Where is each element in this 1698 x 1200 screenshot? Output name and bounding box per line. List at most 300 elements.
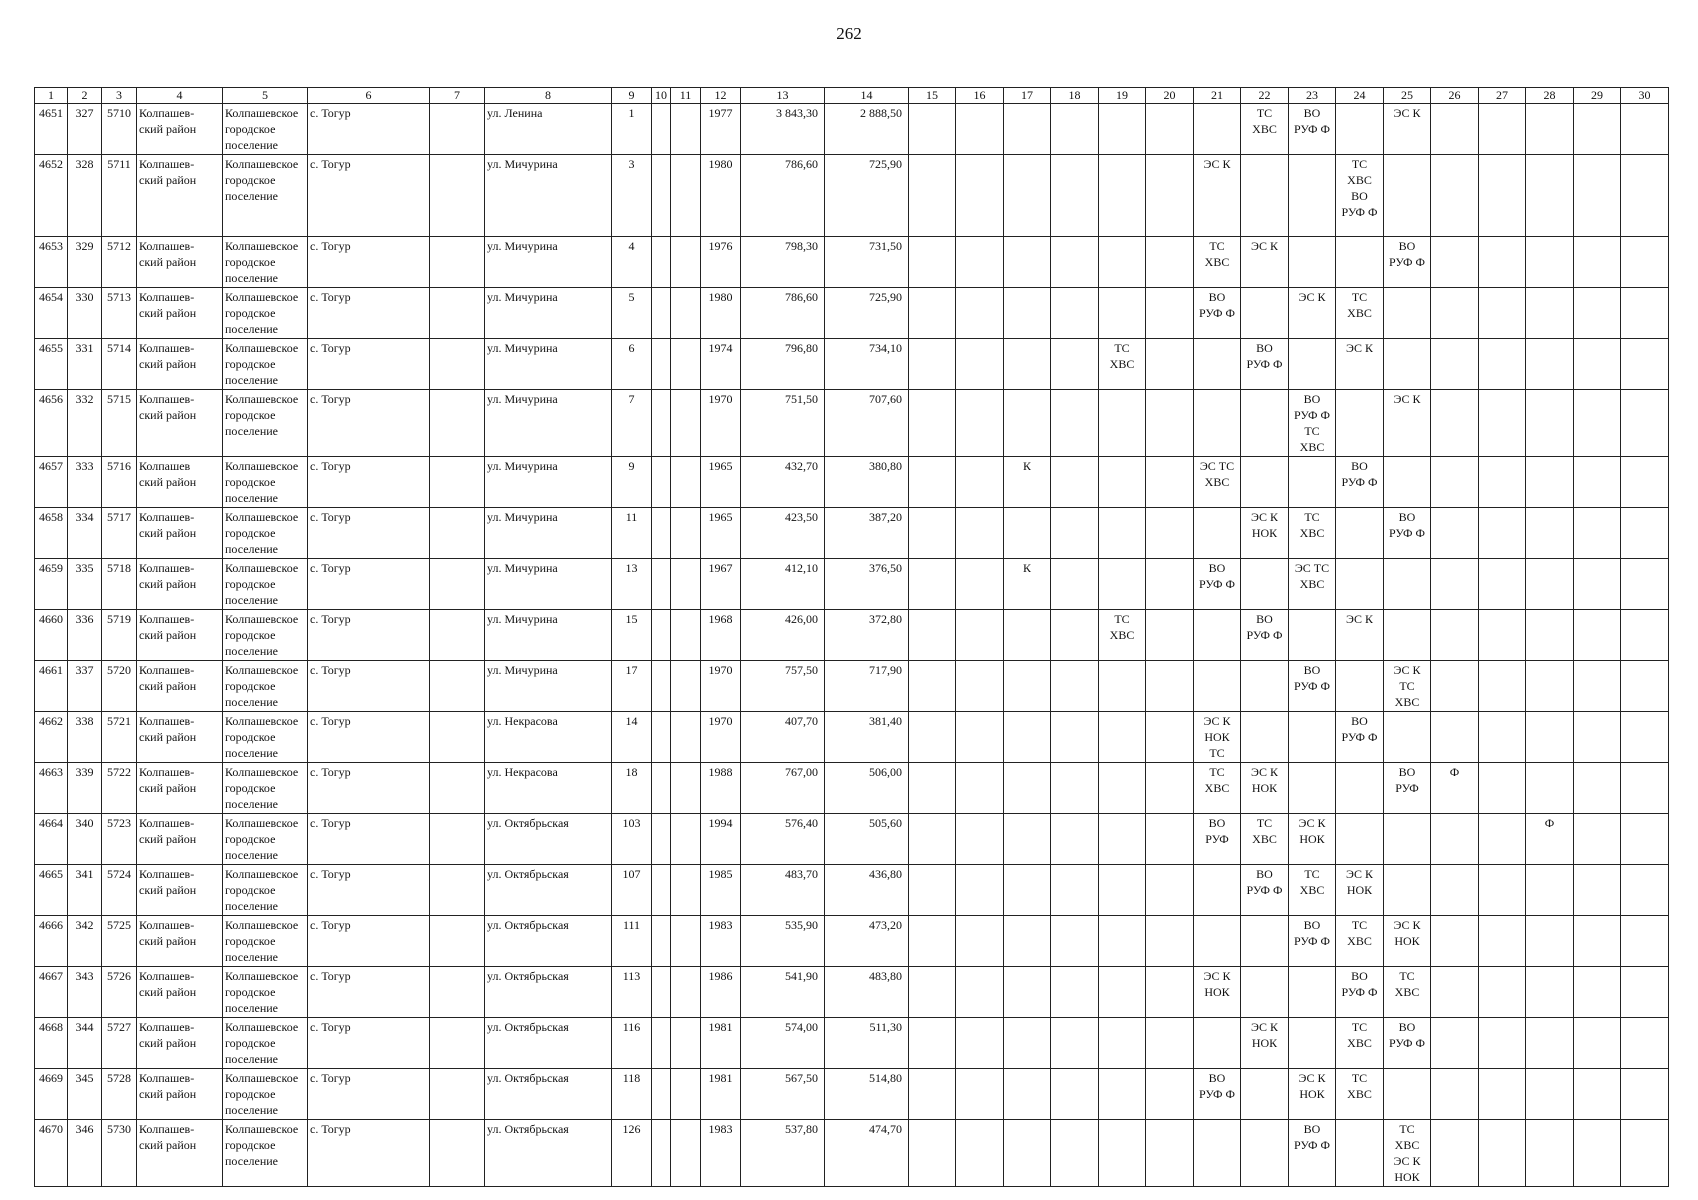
work-code-cell-21: ТС ХВС bbox=[1194, 763, 1241, 814]
work-code-cell-28 bbox=[1526, 610, 1574, 661]
record-number-cell: 4660 bbox=[35, 610, 68, 661]
sub-number-cell: 337 bbox=[68, 661, 102, 712]
settlement-cell: Колпашевское городское поселение bbox=[223, 814, 308, 865]
table-row bbox=[35, 712, 1669, 763]
work-code-cell-16 bbox=[956, 104, 1004, 155]
work-code-cell-17 bbox=[1004, 916, 1051, 967]
work-code-cell-23: ВО РУФ Ф bbox=[1289, 104, 1336, 155]
column-header-23: 23 bbox=[1289, 88, 1336, 104]
district-cell: Колпашев- ский район bbox=[137, 559, 223, 610]
sub-number-cell: 336 bbox=[68, 610, 102, 661]
work-code-cell-25 bbox=[1384, 155, 1431, 237]
work-code-cell-15 bbox=[909, 155, 956, 237]
work-code-cell-23: ЭС К НОК bbox=[1289, 1069, 1336, 1120]
work-code-cell-23: ВО РУФ Ф bbox=[1289, 916, 1336, 967]
work-code-cell-19 bbox=[1099, 390, 1146, 457]
build-year-cell: 1970 bbox=[701, 390, 741, 457]
work-code-cell-17 bbox=[1004, 661, 1051, 712]
sub-number-cell: 328 bbox=[68, 155, 102, 237]
living-area-cell: 483,80 bbox=[825, 967, 909, 1018]
work-code-cell-30 bbox=[1621, 104, 1669, 155]
street-cell: ул. Мичурина bbox=[485, 390, 612, 457]
work-code-cell-27 bbox=[1479, 559, 1526, 610]
build-year-cell: 1970 bbox=[701, 712, 741, 763]
work-code-cell-21 bbox=[1194, 916, 1241, 967]
settlement-cell: Колпашевское городское поселение bbox=[223, 1120, 308, 1187]
house-id-cell: 5727 bbox=[102, 1018, 137, 1069]
col-7-cell bbox=[430, 712, 485, 763]
col-7-cell bbox=[430, 661, 485, 712]
work-code-cell-18 bbox=[1051, 661, 1099, 712]
street-cell: ул. Октябрьская bbox=[485, 1069, 612, 1120]
house-id-cell: 5723 bbox=[102, 814, 137, 865]
work-code-cell-17 bbox=[1004, 508, 1051, 559]
work-code-cell-28 bbox=[1526, 661, 1574, 712]
work-code-cell-22: ВО РУФ Ф bbox=[1241, 865, 1289, 916]
column-header-22: 22 bbox=[1241, 88, 1289, 104]
work-code-cell-18 bbox=[1051, 1069, 1099, 1120]
table-row bbox=[35, 339, 1669, 390]
work-code-cell-16 bbox=[956, 967, 1004, 1018]
work-code-cell-16 bbox=[956, 610, 1004, 661]
house-number-cell: 15 bbox=[612, 610, 652, 661]
work-code-cell-27 bbox=[1479, 457, 1526, 508]
work-code-cell-25: ВО РУФ Ф bbox=[1384, 1018, 1431, 1069]
table-row bbox=[35, 1018, 1669, 1069]
street-cell: ул. Мичурина bbox=[485, 661, 612, 712]
work-code-cell-29 bbox=[1574, 1018, 1621, 1069]
col-11-cell bbox=[671, 916, 701, 967]
work-code-cell-18 bbox=[1051, 763, 1099, 814]
district-cell: Колпашев ский район bbox=[137, 457, 223, 508]
locality-cell: с. Тогур bbox=[308, 104, 430, 155]
work-code-cell-28 bbox=[1526, 865, 1574, 916]
work-code-cell-28 bbox=[1526, 1120, 1574, 1187]
work-code-cell-18 bbox=[1051, 712, 1099, 763]
street-cell: ул. Мичурина bbox=[485, 559, 612, 610]
street-cell: ул. Мичурина bbox=[485, 155, 612, 237]
house-number-cell: 11 bbox=[612, 508, 652, 559]
living-area-cell: 381,40 bbox=[825, 712, 909, 763]
record-number-cell: 4665 bbox=[35, 865, 68, 916]
locality-cell: с. Тогур bbox=[308, 763, 430, 814]
work-code-cell-27 bbox=[1479, 1018, 1526, 1069]
house-id-cell: 5722 bbox=[102, 763, 137, 814]
record-number-cell: 4666 bbox=[35, 916, 68, 967]
total-area-cell: 567,50 bbox=[741, 1069, 825, 1120]
house-number-cell: 14 bbox=[612, 712, 652, 763]
work-code-cell-24: ТС ХВС ВО РУФ Ф bbox=[1336, 155, 1384, 237]
col-7-cell bbox=[430, 814, 485, 865]
build-year-cell: 1983 bbox=[701, 1120, 741, 1187]
work-code-cell-25 bbox=[1384, 712, 1431, 763]
work-code-cell-20 bbox=[1146, 457, 1194, 508]
record-number-cell: 4667 bbox=[35, 967, 68, 1018]
work-code-cell-29 bbox=[1574, 104, 1621, 155]
work-code-cell-18 bbox=[1051, 865, 1099, 916]
work-code-cell-17 bbox=[1004, 865, 1051, 916]
work-code-cell-21 bbox=[1194, 390, 1241, 457]
build-year-cell: 1965 bbox=[701, 508, 741, 559]
work-code-cell-19 bbox=[1099, 155, 1146, 237]
work-code-cell-23: ВО РУФ Ф bbox=[1289, 661, 1336, 712]
col-11-cell bbox=[671, 559, 701, 610]
settlement-cell: Колпашевское городское поселение bbox=[223, 763, 308, 814]
col-11-cell bbox=[671, 967, 701, 1018]
living-area-cell: 380,80 bbox=[825, 457, 909, 508]
work-code-cell-24 bbox=[1336, 814, 1384, 865]
work-code-cell-30 bbox=[1621, 390, 1669, 457]
col-11-cell bbox=[671, 1018, 701, 1069]
work-code-cell-28 bbox=[1526, 763, 1574, 814]
street-cell: ул. Октябрьская bbox=[485, 814, 612, 865]
work-code-cell-15 bbox=[909, 712, 956, 763]
house-id-cell: 5716 bbox=[102, 457, 137, 508]
work-code-cell-27 bbox=[1479, 104, 1526, 155]
work-code-cell-27 bbox=[1479, 508, 1526, 559]
col-10-cell bbox=[652, 865, 671, 916]
district-cell: Колпашев- ский район bbox=[137, 237, 223, 288]
col-11-cell bbox=[671, 712, 701, 763]
col-11-cell bbox=[671, 814, 701, 865]
column-header-3: 3 bbox=[102, 88, 137, 104]
work-code-cell-19 bbox=[1099, 814, 1146, 865]
work-code-cell-20 bbox=[1146, 390, 1194, 457]
work-code-cell-22 bbox=[1241, 155, 1289, 237]
locality-cell: с. Тогур bbox=[308, 610, 430, 661]
work-code-cell-27 bbox=[1479, 814, 1526, 865]
work-code-cell-29 bbox=[1574, 610, 1621, 661]
work-code-cell-26 bbox=[1431, 339, 1479, 390]
work-code-cell-25 bbox=[1384, 865, 1431, 916]
district-cell: Колпашев- ский район bbox=[137, 916, 223, 967]
work-code-cell-17 bbox=[1004, 814, 1051, 865]
sub-number-cell: 340 bbox=[68, 814, 102, 865]
work-code-cell-26 bbox=[1431, 916, 1479, 967]
work-code-cell-29 bbox=[1574, 288, 1621, 339]
work-code-cell-28 bbox=[1526, 104, 1574, 155]
work-code-cell-23: ЭС ТС ХВС bbox=[1289, 559, 1336, 610]
work-code-cell-19 bbox=[1099, 1120, 1146, 1187]
work-code-cell-22: ВО РУФ Ф bbox=[1241, 339, 1289, 390]
column-header-12: 12 bbox=[701, 88, 741, 104]
settlement-cell: Колпашевское городское поселение bbox=[223, 237, 308, 288]
col-11-cell bbox=[671, 288, 701, 339]
work-code-cell-18 bbox=[1051, 104, 1099, 155]
work-code-cell-17 bbox=[1004, 1069, 1051, 1120]
work-code-cell-20 bbox=[1146, 1120, 1194, 1187]
work-code-cell-23: ЭС К bbox=[1289, 288, 1336, 339]
street-cell: ул. Октябрьская bbox=[485, 865, 612, 916]
sub-number-cell: 339 bbox=[68, 763, 102, 814]
work-code-cell-18 bbox=[1051, 610, 1099, 661]
total-area-cell: 757,50 bbox=[741, 661, 825, 712]
work-code-cell-19 bbox=[1099, 508, 1146, 559]
house-number-cell: 113 bbox=[612, 967, 652, 1018]
settlement-cell: Колпашевское городское поселение bbox=[223, 712, 308, 763]
work-code-cell-24 bbox=[1336, 1120, 1384, 1187]
record-number-cell: 4670 bbox=[35, 1120, 68, 1187]
column-header-13: 13 bbox=[741, 88, 825, 104]
living-area-cell: 376,50 bbox=[825, 559, 909, 610]
work-code-cell-23 bbox=[1289, 763, 1336, 814]
work-code-cell-18 bbox=[1051, 559, 1099, 610]
col-10-cell bbox=[652, 339, 671, 390]
work-code-cell-26 bbox=[1431, 390, 1479, 457]
work-code-cell-19 bbox=[1099, 237, 1146, 288]
work-code-cell-20 bbox=[1146, 237, 1194, 288]
build-year-cell: 1967 bbox=[701, 559, 741, 610]
work-code-cell-22 bbox=[1241, 457, 1289, 508]
record-number-cell: 4657 bbox=[35, 457, 68, 508]
work-code-cell-20 bbox=[1146, 967, 1194, 1018]
col-10-cell bbox=[652, 712, 671, 763]
col-11-cell bbox=[671, 508, 701, 559]
work-code-cell-19 bbox=[1099, 712, 1146, 763]
total-area-cell: 412,10 bbox=[741, 559, 825, 610]
house-id-cell: 5720 bbox=[102, 661, 137, 712]
work-code-cell-20 bbox=[1146, 1018, 1194, 1069]
work-code-cell-22 bbox=[1241, 916, 1289, 967]
work-code-cell-24 bbox=[1336, 508, 1384, 559]
record-number-cell: 4651 bbox=[35, 104, 68, 155]
work-code-cell-18 bbox=[1051, 508, 1099, 559]
work-code-cell-25: ВО РУФ bbox=[1384, 763, 1431, 814]
work-code-cell-19 bbox=[1099, 1018, 1146, 1069]
work-code-cell-19 bbox=[1099, 916, 1146, 967]
work-code-cell-26 bbox=[1431, 155, 1479, 237]
house-id-cell: 5710 bbox=[102, 104, 137, 155]
house-id-cell: 5715 bbox=[102, 390, 137, 457]
table-row bbox=[35, 916, 1669, 967]
work-code-cell-29 bbox=[1574, 457, 1621, 508]
work-code-cell-30 bbox=[1621, 237, 1669, 288]
work-code-cell-27 bbox=[1479, 237, 1526, 288]
total-area-cell: 3 843,30 bbox=[741, 104, 825, 155]
work-code-cell-25: ТС ХВС ЭС К НОК bbox=[1384, 1120, 1431, 1187]
work-code-cell-20 bbox=[1146, 1069, 1194, 1120]
work-code-cell-24: ТС ХВС bbox=[1336, 916, 1384, 967]
column-header-27: 27 bbox=[1479, 88, 1526, 104]
work-code-cell-27 bbox=[1479, 967, 1526, 1018]
col-7-cell bbox=[430, 1120, 485, 1187]
district-cell: Колпашев- ский район bbox=[137, 1069, 223, 1120]
work-code-cell-19 bbox=[1099, 1069, 1146, 1120]
work-code-cell-26 bbox=[1431, 967, 1479, 1018]
work-code-cell-30 bbox=[1621, 712, 1669, 763]
work-code-cell-18 bbox=[1051, 1018, 1099, 1069]
work-code-cell-30 bbox=[1621, 288, 1669, 339]
col-7-cell bbox=[430, 508, 485, 559]
district-cell: Колпашев- ский район bbox=[137, 104, 223, 155]
work-code-cell-20 bbox=[1146, 661, 1194, 712]
street-cell: ул. Мичурина bbox=[485, 508, 612, 559]
house-id-cell: 5728 bbox=[102, 1069, 137, 1120]
work-code-cell-26 bbox=[1431, 508, 1479, 559]
work-code-cell-19 bbox=[1099, 457, 1146, 508]
work-code-cell-29 bbox=[1574, 339, 1621, 390]
column-header-28: 28 bbox=[1526, 88, 1574, 104]
living-area-cell: 506,00 bbox=[825, 763, 909, 814]
sub-number-cell: 338 bbox=[68, 712, 102, 763]
work-code-cell-21 bbox=[1194, 339, 1241, 390]
work-code-cell-16 bbox=[956, 916, 1004, 967]
total-area-cell: 576,40 bbox=[741, 814, 825, 865]
work-code-cell-24: ЭС К bbox=[1336, 339, 1384, 390]
column-header-26: 26 bbox=[1431, 88, 1479, 104]
work-code-cell-22 bbox=[1241, 661, 1289, 712]
col-10-cell bbox=[652, 155, 671, 237]
street-cell: ул. Мичурина bbox=[485, 288, 612, 339]
table-row bbox=[35, 508, 1669, 559]
work-code-cell-29 bbox=[1574, 155, 1621, 237]
work-code-cell-18 bbox=[1051, 339, 1099, 390]
build-year-cell: 1988 bbox=[701, 763, 741, 814]
build-year-cell: 1986 bbox=[701, 967, 741, 1018]
living-area-cell: 731,50 bbox=[825, 237, 909, 288]
work-code-cell-20 bbox=[1146, 712, 1194, 763]
sub-number-cell: 331 bbox=[68, 339, 102, 390]
work-code-cell-22: ЭС К НОК bbox=[1241, 763, 1289, 814]
work-code-cell-16 bbox=[956, 339, 1004, 390]
sub-number-cell: 342 bbox=[68, 916, 102, 967]
district-cell: Колпашев- ский район bbox=[137, 288, 223, 339]
work-code-cell-27 bbox=[1479, 339, 1526, 390]
col-10-cell bbox=[652, 457, 671, 508]
column-header-16: 16 bbox=[956, 88, 1004, 104]
work-code-cell-21: ЭС К НОК bbox=[1194, 967, 1241, 1018]
work-code-cell-29 bbox=[1574, 237, 1621, 288]
work-code-cell-19: ТС ХВС bbox=[1099, 339, 1146, 390]
work-code-cell-20 bbox=[1146, 155, 1194, 237]
work-code-cell-20 bbox=[1146, 508, 1194, 559]
work-code-cell-30 bbox=[1621, 610, 1669, 661]
work-code-cell-20 bbox=[1146, 610, 1194, 661]
work-code-cell-23: ТС ХВС bbox=[1289, 865, 1336, 916]
settlement-cell: Колпашевское городское поселение bbox=[223, 865, 308, 916]
work-code-cell-30 bbox=[1621, 1018, 1669, 1069]
work-code-cell-16 bbox=[956, 457, 1004, 508]
column-header-17: 17 bbox=[1004, 88, 1051, 104]
work-code-cell-27 bbox=[1479, 155, 1526, 237]
work-code-cell-22 bbox=[1241, 559, 1289, 610]
total-area-cell: 423,50 bbox=[741, 508, 825, 559]
district-cell: Колпашев- ский район bbox=[137, 155, 223, 237]
district-cell: Колпашев- ский район bbox=[137, 508, 223, 559]
street-cell: ул. Октябрьская bbox=[485, 1120, 612, 1187]
locality-cell: с. Тогур bbox=[308, 1069, 430, 1120]
work-code-cell-15 bbox=[909, 865, 956, 916]
work-code-cell-17 bbox=[1004, 288, 1051, 339]
house-number-cell: 126 bbox=[612, 1120, 652, 1187]
work-code-cell-30 bbox=[1621, 763, 1669, 814]
work-code-cell-26 bbox=[1431, 104, 1479, 155]
work-code-cell-21 bbox=[1194, 865, 1241, 916]
work-code-cell-28 bbox=[1526, 457, 1574, 508]
work-code-cell-20 bbox=[1146, 865, 1194, 916]
record-number-cell: 4653 bbox=[35, 237, 68, 288]
work-code-cell-20 bbox=[1146, 104, 1194, 155]
work-code-cell-29 bbox=[1574, 559, 1621, 610]
work-code-cell-26 bbox=[1431, 1069, 1479, 1120]
column-header-11: 11 bbox=[671, 88, 701, 104]
locality-cell: с. Тогур bbox=[308, 390, 430, 457]
work-code-cell-17: К bbox=[1004, 559, 1051, 610]
work-code-cell-23: ЭС К НОК bbox=[1289, 814, 1336, 865]
settlement-cell: Колпашевское городское поселение bbox=[223, 104, 308, 155]
district-cell: Колпашев- ский район bbox=[137, 763, 223, 814]
work-code-cell-16 bbox=[956, 814, 1004, 865]
street-cell: ул. Ленина bbox=[485, 104, 612, 155]
work-code-cell-28 bbox=[1526, 390, 1574, 457]
locality-cell: с. Тогур bbox=[308, 339, 430, 390]
col-11-cell bbox=[671, 763, 701, 814]
house-id-cell: 5721 bbox=[102, 712, 137, 763]
total-area-cell: 786,60 bbox=[741, 155, 825, 237]
work-code-cell-24: ТС ХВС bbox=[1336, 288, 1384, 339]
work-code-cell-15 bbox=[909, 237, 956, 288]
col-7-cell bbox=[430, 339, 485, 390]
locality-cell: с. Тогур bbox=[308, 559, 430, 610]
work-code-cell-27 bbox=[1479, 661, 1526, 712]
work-code-cell-22 bbox=[1241, 1120, 1289, 1187]
work-code-cell-27 bbox=[1479, 288, 1526, 339]
total-area-cell: 432,70 bbox=[741, 457, 825, 508]
record-number-cell: 4669 bbox=[35, 1069, 68, 1120]
work-code-cell-21: ВО РУФ bbox=[1194, 814, 1241, 865]
work-code-cell-16 bbox=[956, 1018, 1004, 1069]
work-code-cell-16 bbox=[956, 712, 1004, 763]
work-code-cell-27 bbox=[1479, 763, 1526, 814]
house-number-cell: 7 bbox=[612, 390, 652, 457]
work-code-cell-22 bbox=[1241, 967, 1289, 1018]
house-number-cell: 107 bbox=[612, 865, 652, 916]
table-row bbox=[35, 288, 1669, 339]
work-code-cell-26: Ф bbox=[1431, 763, 1479, 814]
table-row bbox=[35, 104, 1669, 155]
page-number: 262 bbox=[836, 24, 862, 43]
living-area-cell: 707,60 bbox=[825, 390, 909, 457]
col-10-cell bbox=[652, 916, 671, 967]
table-row bbox=[35, 865, 1669, 916]
col-7-cell bbox=[430, 763, 485, 814]
sub-number-cell: 334 bbox=[68, 508, 102, 559]
sub-number-cell: 343 bbox=[68, 967, 102, 1018]
work-code-cell-15 bbox=[909, 1069, 956, 1120]
work-code-cell-21 bbox=[1194, 661, 1241, 712]
street-cell: ул. Некрасова bbox=[485, 712, 612, 763]
column-header-9: 9 bbox=[612, 88, 652, 104]
work-code-cell-17 bbox=[1004, 237, 1051, 288]
work-code-cell-21 bbox=[1194, 610, 1241, 661]
house-number-cell: 18 bbox=[612, 763, 652, 814]
work-code-cell-16 bbox=[956, 865, 1004, 916]
district-cell: Колпашев- ский район bbox=[137, 661, 223, 712]
work-code-cell-20 bbox=[1146, 763, 1194, 814]
work-code-cell-21 bbox=[1194, 1120, 1241, 1187]
work-code-cell-16 bbox=[956, 1120, 1004, 1187]
table-body bbox=[35, 104, 1669, 1187]
work-code-cell-17 bbox=[1004, 967, 1051, 1018]
work-code-cell-17 bbox=[1004, 339, 1051, 390]
work-code-cell-30 bbox=[1621, 661, 1669, 712]
living-area-cell: 473,20 bbox=[825, 916, 909, 967]
work-code-cell-21 bbox=[1194, 508, 1241, 559]
work-code-cell-24 bbox=[1336, 559, 1384, 610]
work-code-cell-29 bbox=[1574, 814, 1621, 865]
work-code-cell-18 bbox=[1051, 155, 1099, 237]
col-7-cell bbox=[430, 865, 485, 916]
